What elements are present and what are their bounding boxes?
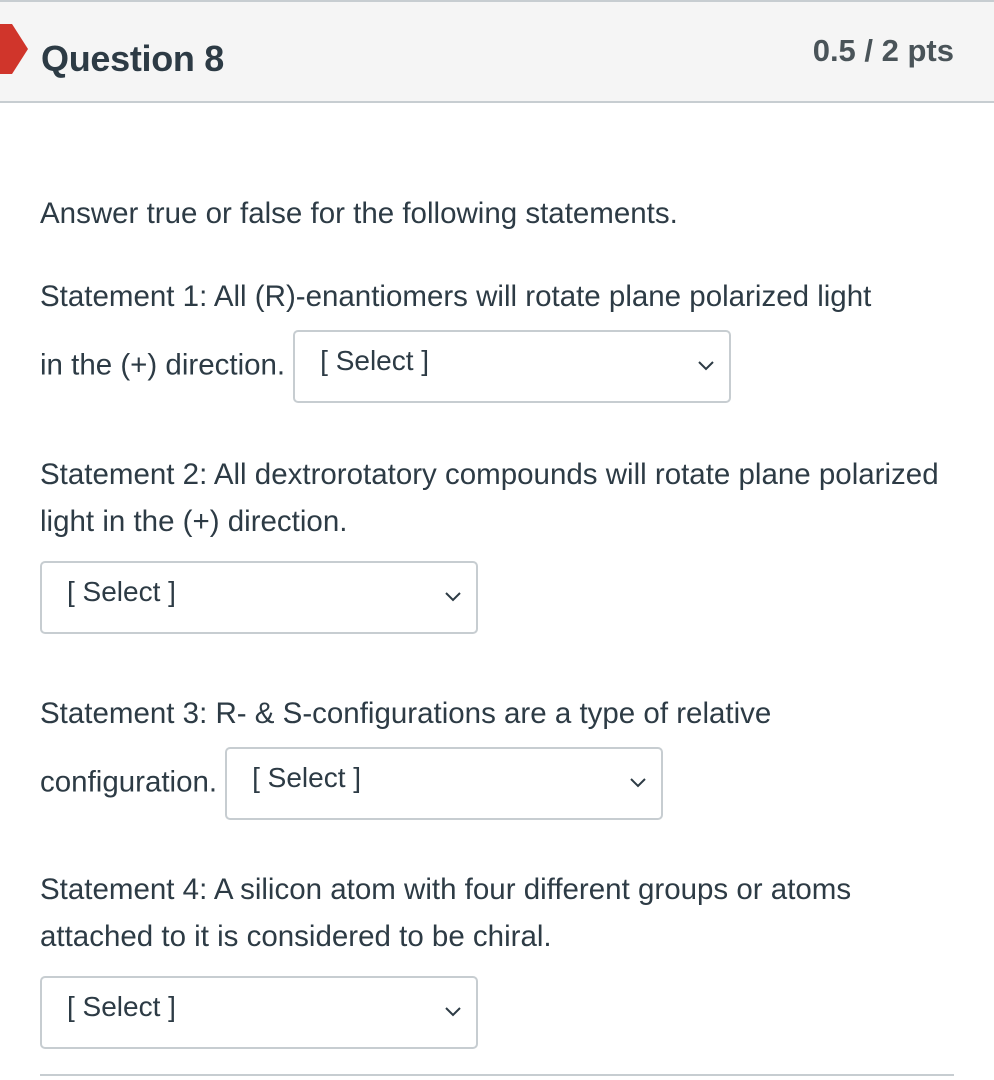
question-flag-icon[interactable] xyxy=(0,24,28,74)
question-body xyxy=(40,190,945,1049)
statement-3-line-2-wrap xyxy=(40,747,945,820)
question-intro: Answer true or false for the following statements. xyxy=(40,197,678,230)
statement-4 xyxy=(40,866,945,1049)
statement-1-line-2: in the (+) direction. xyxy=(40,348,286,382)
statement-1-select-value: [ Select ] xyxy=(320,345,430,376)
statement-3-line-2: configuration. xyxy=(40,765,218,799)
chevron-down-icon xyxy=(629,777,647,789)
statement-3-select[interactable] xyxy=(225,747,663,820)
statement-1-line-2-wrap xyxy=(40,330,945,403)
chevron-down-icon xyxy=(444,591,462,603)
statement-2-select-value: [ Select ] xyxy=(67,576,176,607)
statement-4-text: Statement 4: A silicon atom with four different groups or atoms attached to it is considered to be chiral. xyxy=(40,873,852,953)
statement-2 xyxy=(40,451,945,634)
statement-1-select[interactable] xyxy=(293,330,731,403)
statement-1-line-1: Statement 1: All (R)-enantiomers will rotate plane polarized light xyxy=(40,280,872,313)
chevron-down-icon xyxy=(697,360,715,372)
statement-1 xyxy=(40,263,945,403)
statement-3-line-1: Statement 3: R- & S-configurations are a type of relative xyxy=(40,697,772,730)
statement-3 xyxy=(40,680,945,820)
statement-3-select-value: [ Select ] xyxy=(252,762,362,793)
statement-2-text: Statement 2: All dextrorotatory compounds will rotate plane polarized light in the (+) direction. xyxy=(40,458,939,538)
statement-4-select-value: [ Select ] xyxy=(67,991,176,1022)
question-title: Question 8 xyxy=(41,38,225,79)
question-divider xyxy=(40,1074,954,1076)
statement-2-select[interactable] xyxy=(40,561,478,634)
question-points: 0.5 / 2 pts xyxy=(812,33,954,68)
question-header xyxy=(0,0,994,103)
chevron-down-icon xyxy=(444,1006,462,1018)
statement-4-select[interactable] xyxy=(40,976,478,1049)
